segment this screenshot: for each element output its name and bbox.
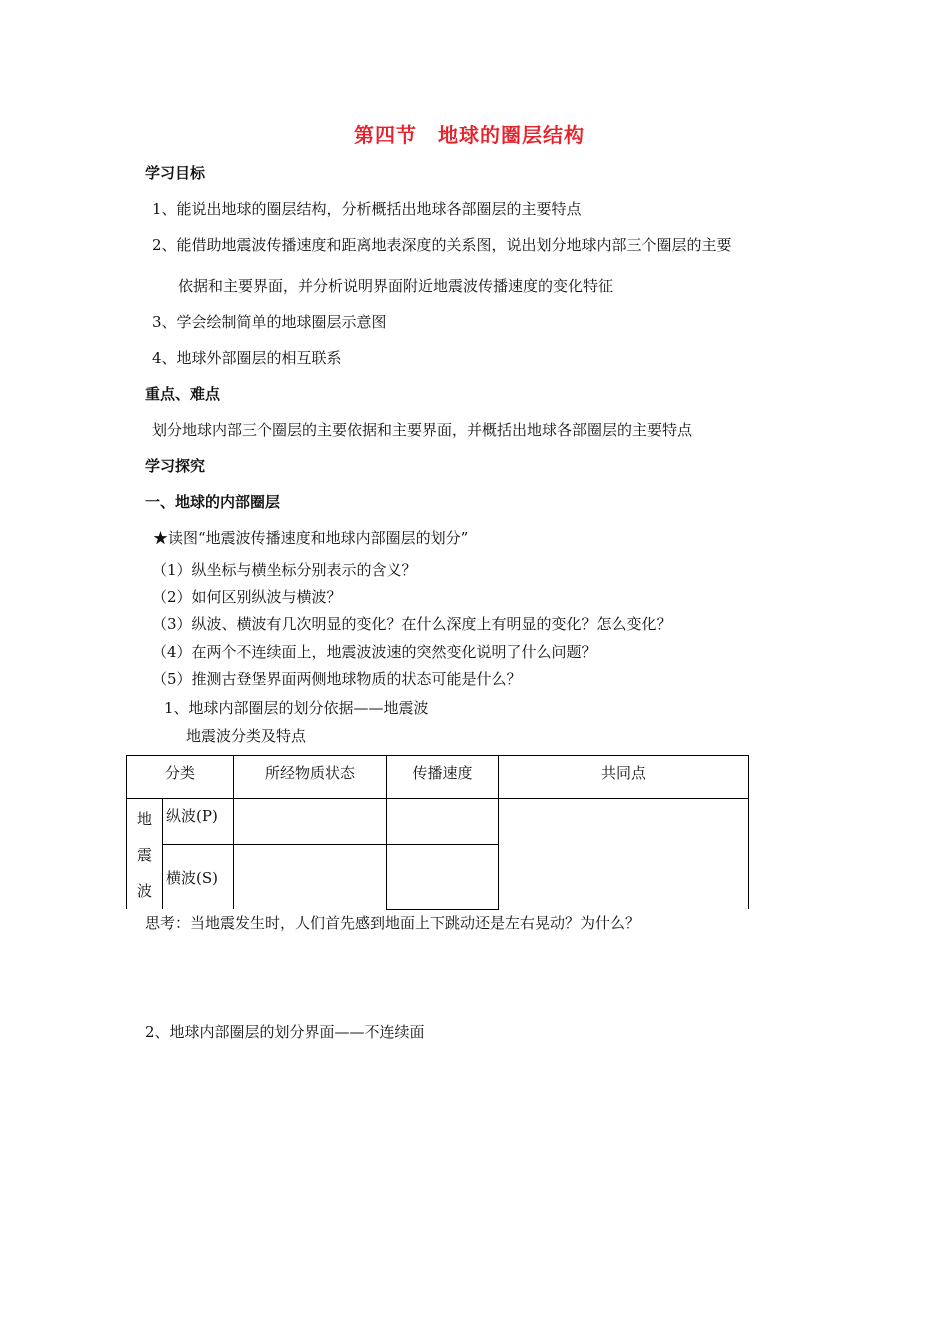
objective-3: 3、学会绘制简单的地球圈层示意图: [152, 313, 387, 331]
s-wave-label: 横波(S): [163, 844, 234, 909]
group-char-3: 波: [136, 882, 152, 900]
read-figure-instruction: ★读图“地震波传播速度和地球内部圈层的划分”: [153, 529, 469, 547]
commonality-cell: [499, 799, 749, 910]
question-4: （4）在两个不连续面上，地震波波速的突然变化说明了什么问题？: [152, 643, 597, 661]
objectives-heading: 学习目标: [145, 164, 206, 182]
page-title: 第四节 地球的圈层结构: [354, 123, 585, 147]
section1-heading: 一、地球的内部圈层: [145, 493, 281, 511]
question-5: （5）推测古登堡界面两侧地球物质的状态可能是什么？: [152, 670, 522, 688]
table-header-row: [127, 756, 749, 799]
header-commonality: 共同点: [499, 756, 749, 799]
question-3: （3）纵波、横波有几次明显的变化？在什么深度上有明显的变化？怎么变化？: [152, 615, 672, 633]
question-2: （2）如何区别纵波与横波？: [152, 588, 342, 606]
group-char-2: 震: [136, 846, 152, 864]
p-wave-label: 纵波(P): [163, 799, 234, 845]
header-classification: 分类: [127, 756, 234, 799]
seismic-wave-table: [126, 755, 749, 910]
subsection-1-heading: 1、地球内部圈层的划分依据——地震波: [164, 699, 429, 717]
p-wave-speed-cell: [387, 799, 499, 845]
key-points-text: 划分地球内部三个圈层的主要依据和主要界面，并概括出地球各部圈层的主要特点: [152, 421, 693, 439]
table-caption: 地震波分类及特点: [186, 727, 307, 745]
question-1: （1）纵坐标与横坐标分别表示的含义？: [152, 561, 417, 579]
header-medium-state: 所经物质状态: [234, 756, 387, 799]
s-wave-medium-cell: [234, 844, 387, 909]
objective-2: 2、能借助地震波传播速度和距离地表深度的关系图，说出划分地球内部三个圈层的主要: [152, 236, 732, 254]
p-wave-medium-cell: [234, 799, 387, 845]
table-row-p-wave: [127, 799, 749, 845]
key-points-heading: 重点、难点: [145, 385, 221, 403]
inquiry-heading: 学习探究: [145, 457, 206, 475]
objective-2-cont: 依据和主要界面，并分析说明界面附近地震波传播速度的变化特征: [178, 277, 614, 295]
objective-1: 1、能说出地球的圈层结构，分析概括出地球各部圈层的主要特点: [152, 200, 582, 218]
seismic-wave-group-label: [127, 799, 163, 910]
subsection-2-heading: 2、地球内部圈层的划分界面——不连续面: [145, 1023, 425, 1041]
group-char-1: 地: [136, 810, 152, 828]
header-speed: 传播速度: [387, 756, 499, 799]
s-wave-speed-cell: [387, 844, 499, 909]
objective-4: 4、地球外部圈层的相互联系: [152, 349, 342, 367]
think-question: 思考：当地震发生时，人们首先感到地面上下跳动还是左右晃动？为什么？: [145, 914, 641, 932]
